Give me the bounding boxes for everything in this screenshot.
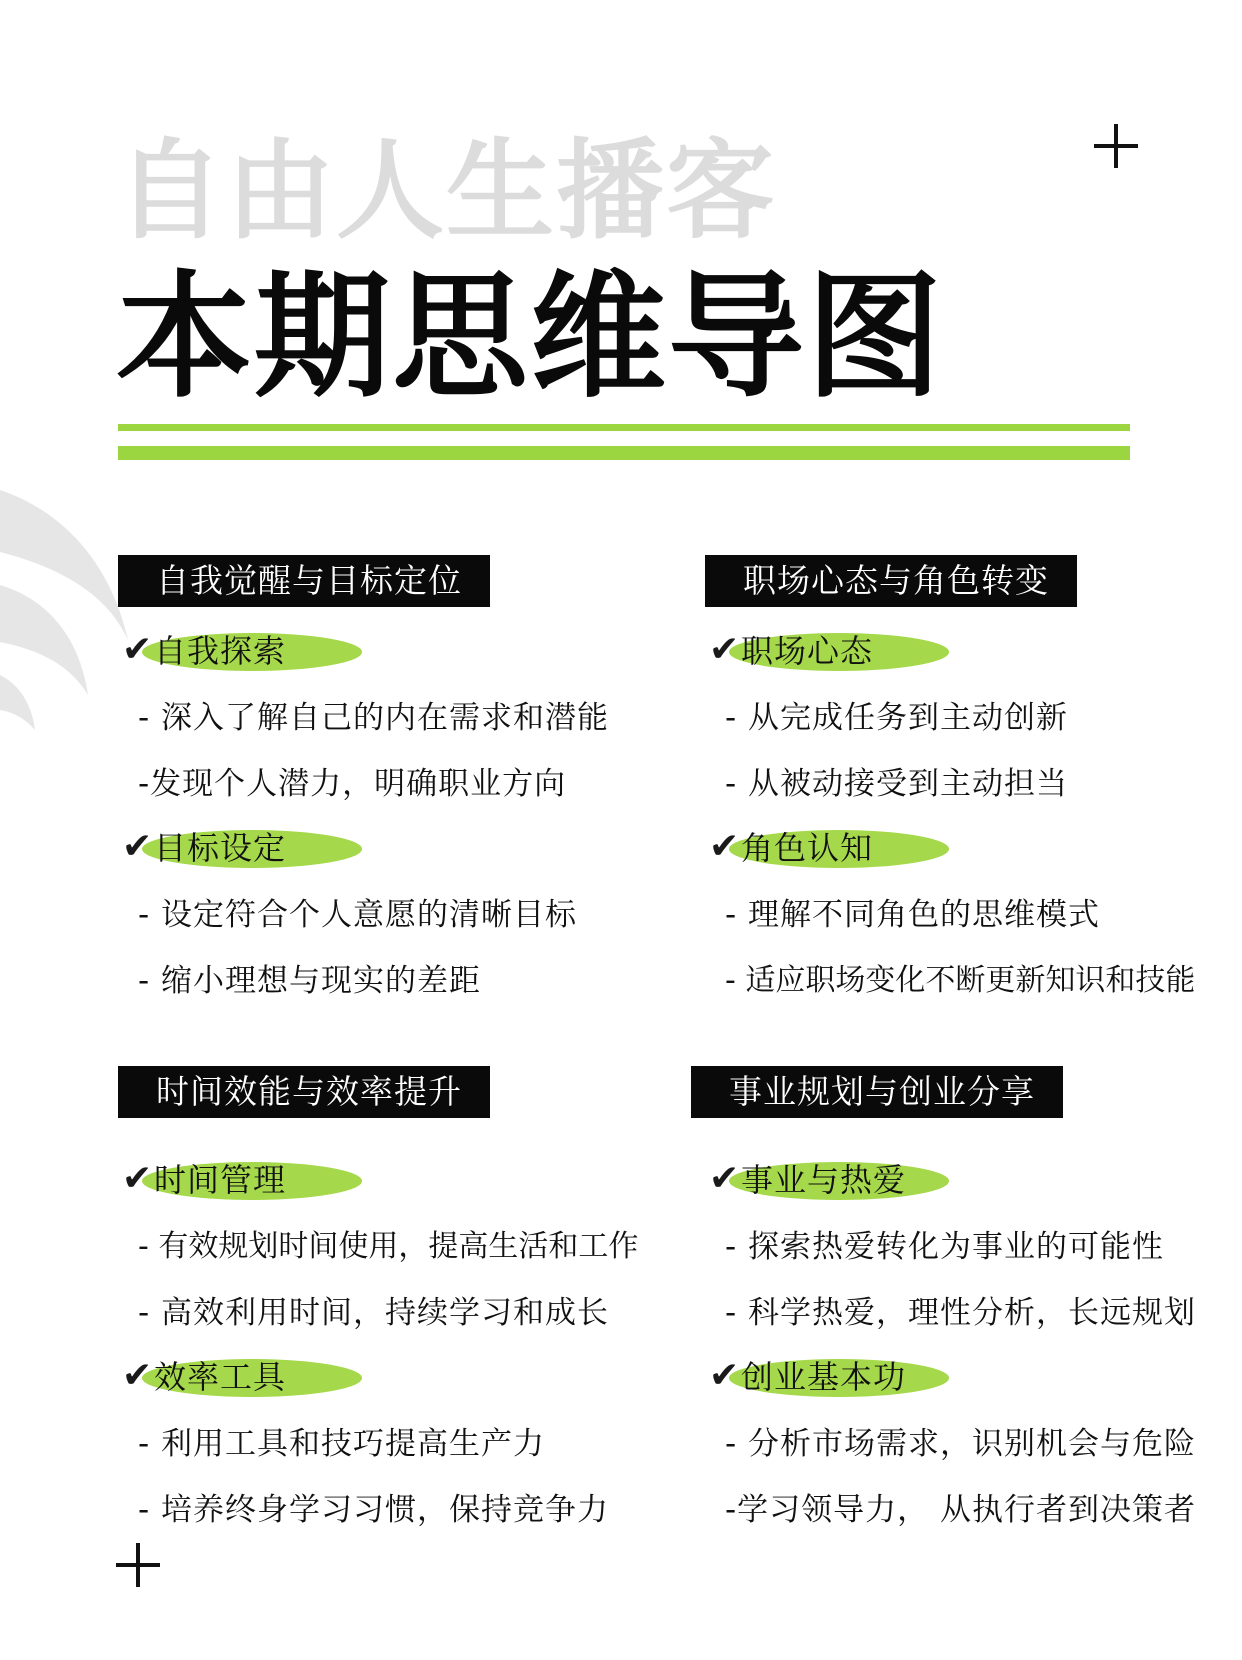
bullet-item: -发现个人潜力，明确职业方向 bbox=[138, 766, 567, 802]
sub-heading-label: 目标设定 bbox=[154, 829, 287, 867]
section-header: 自我觉醒与目标定位 bbox=[118, 555, 490, 607]
sub-heading-label: 自我探索 bbox=[154, 632, 287, 670]
check-icon: ✔ bbox=[709, 629, 740, 670]
section-career-entrepreneurship bbox=[705, 1066, 1240, 1529]
section-self-awakening bbox=[118, 555, 678, 1000]
sub-heading bbox=[709, 824, 1242, 874]
bullet-item: - 缩小理想与现实的差距 bbox=[138, 963, 482, 999]
sub-heading bbox=[122, 1353, 682, 1403]
bullet-item: - 从完成任务到主动创新 bbox=[725, 700, 1069, 736]
accent-rule-thin bbox=[118, 424, 1130, 431]
page-title: 本期思维导图 bbox=[116, 259, 944, 417]
sub-heading-label: 角色认知 bbox=[741, 829, 874, 867]
bullet-item: - 科学热爱，理性分析，长远规划 bbox=[725, 1295, 1197, 1331]
section-header: 职场心态与角色转变 bbox=[705, 555, 1077, 607]
bullet-item: - 深入了解自己的内在需求和潜能 bbox=[138, 700, 610, 736]
bullet-item: - 培养终身学习习惯，保持竞争力 bbox=[138, 1492, 610, 1528]
section-time-efficiency bbox=[118, 1066, 678, 1529]
check-icon: ✔ bbox=[122, 826, 153, 867]
bullet-item: -学习领导力， 从执行者到决策者 bbox=[725, 1492, 1197, 1528]
check-icon: ✔ bbox=[709, 826, 740, 867]
bullet-item: - 探索热爱转化为事业的可能性 bbox=[725, 1229, 1165, 1265]
sub-heading-label: 创业基本功 bbox=[741, 1358, 907, 1396]
sub-heading bbox=[709, 627, 1242, 677]
check-icon: ✔ bbox=[122, 1158, 153, 1199]
sub-heading-label: 事业与热爱 bbox=[741, 1161, 907, 1199]
section-workplace-mindset bbox=[705, 555, 1240, 1000]
sub-heading bbox=[122, 1156, 682, 1206]
plus-icon bbox=[1094, 124, 1138, 168]
sub-heading bbox=[709, 1353, 1242, 1403]
sub-heading bbox=[122, 824, 682, 874]
sub-heading bbox=[122, 627, 682, 677]
sub-heading-label: 时间管理 bbox=[154, 1161, 287, 1199]
podcast-name: 自由人生播客 bbox=[116, 129, 777, 254]
check-icon: ✔ bbox=[122, 629, 153, 670]
decorative-swoosh bbox=[0, 490, 130, 750]
bullet-item: - 从被动接受到主动担当 bbox=[725, 766, 1069, 802]
sub-heading bbox=[709, 1156, 1242, 1206]
bullet-item: - 理解不同角色的思维模式 bbox=[725, 897, 1101, 933]
bullet-item: - 有效规划时间使用，提高生活和工作 bbox=[138, 1229, 639, 1264]
check-icon: ✔ bbox=[122, 1355, 153, 1396]
check-icon: ✔ bbox=[709, 1355, 740, 1396]
plus-icon bbox=[116, 1543, 160, 1587]
bullet-item: - 高效利用时间，持续学习和成长 bbox=[138, 1295, 610, 1331]
bullet-item: - 利用工具和技巧提高生产力 bbox=[138, 1426, 546, 1462]
bullet-item: - 分析市场需求，识别机会与危险 bbox=[725, 1426, 1197, 1462]
check-icon: ✔ bbox=[709, 1158, 740, 1199]
accent-rule-thick bbox=[118, 446, 1130, 460]
section-header: 时间效能与效率提升 bbox=[118, 1066, 490, 1118]
sub-heading-label: 职场心态 bbox=[741, 632, 874, 670]
bullet-item: - 适应职场变化不断更新知识和技能 bbox=[725, 963, 1196, 998]
sub-heading-label: 效率工具 bbox=[154, 1358, 287, 1396]
bullet-item: - 设定符合个人意愿的清晰目标 bbox=[138, 897, 578, 933]
section-header: 事业规划与创业分享 bbox=[691, 1066, 1063, 1118]
